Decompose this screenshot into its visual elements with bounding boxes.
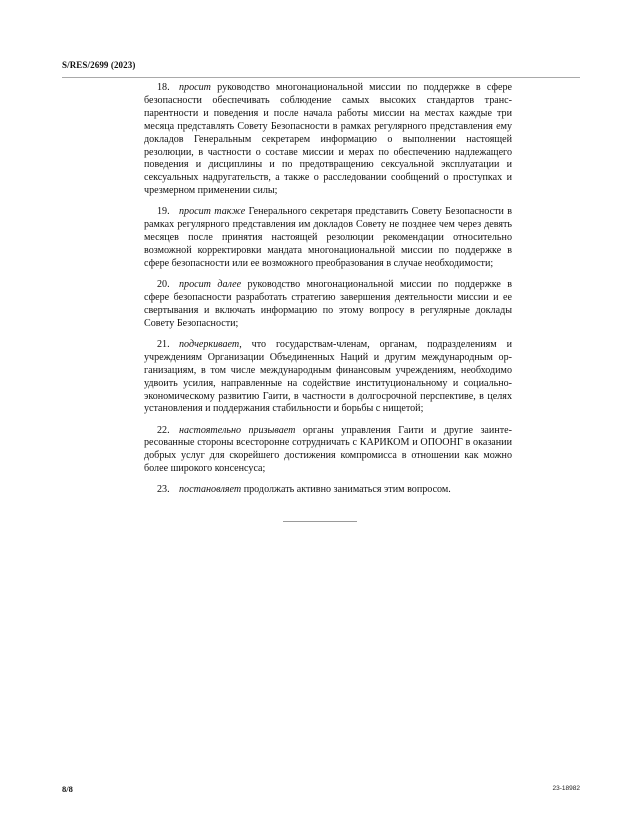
paragraph-number: 18. [157,82,170,93]
paragraph-number: 23. [157,484,170,496]
paragraph-lead-verb: просит далее [179,279,242,291]
resolution-body [144,82,512,505]
paragraph-lead-verb: просит [179,82,211,93]
operative-paragraph-22 [144,425,512,477]
operative-paragraph-21 [144,339,512,416]
operative-paragraph-23 [144,484,512,497]
paragraph-text: , что государствам-членам, органам, подразделениям и учреждениям Организации Объединенных Наций и другим международным организациям, в том числе международным финансовым учреждениям, необходимо удвоить усилия, направленные на содействие институциональному и социально-экономическому развитию Гаити, в частности в долгосрочной перспективе, в целях установления и поддержания стабильности и борьбы с нищетой; [144,338,512,415]
operative-paragraph-18 [144,82,512,198]
paragraph-lead-verb: настоятельно призывает [179,424,296,436]
page-number: 8/8 [62,784,73,794]
document-code: 23-18982 [552,785,580,792]
paragraph-number: 20. [157,279,170,291]
paragraph-text: руководство многонациональной миссии по поддержке в сфере безопасности обеспечивать соблюдение самых высоких стандартов транспарентности и поведения и после начала работы миссии на местах каждые три месяца представлять Совету Безопасности в рамках регулярного представления ему докладов Генеральным секретарем информацию о выполнении настоящей резолюции, в частности о составе миссии и мерах по обеспечению надлежащего поведения и дисциплины и по предотвращению сексуальной эксплуатации и сексуальных надругательств, а также о расследовании сообщений о проступках и чрезмерном применении силы; [144,82,512,197]
paragraph-lead-verb: просит также [179,206,246,218]
paragraph-number: 22. [157,424,170,436]
operative-paragraph-20 [144,279,512,331]
paragraph-text: руководство многонациональной миссии по поддержке в сфере безопасности разработать стратегию завершения деятельности миссии и ее свертывания и включать информацию по этому вопросу в регулярные доклады Совету Безопасности; [144,279,513,329]
paragraph-lead-verb: подчеркивает [179,338,240,350]
paragraph-number: 19. [157,206,170,218]
operative-paragraph-19 [144,206,512,271]
paragraph-lead-verb: постановляет [179,484,242,496]
page-header [62,55,580,78]
end-of-document-rule [283,521,357,522]
document-symbol: S/RES/2699 (2023) [62,60,136,70]
paragraph-number: 21. [157,338,170,350]
paragraph-text: органы управления Гаити и другие заинтересованные стороны всесторонне сотрудничать с КАРИКОМ и ОПООНГ в оказании добрых услуг для скорейшего достижения компромисса в отношении как можно более широкого консенсуса; [144,424,512,475]
paragraph-text: продолжать активно заниматься этим вопросом. [241,484,451,496]
paragraph-text: Генерального секретаря представить Совету Безопасности в рамках регулярного представления им докладов Совету не позднее чем через девять месяцев после принятия настоящей резолюции рекомендации относительно возможной корректировки мандата многонациональной миссии по поддержке в сфере безопасности или ее возможного преобразования в случае необходимости; [144,206,512,269]
